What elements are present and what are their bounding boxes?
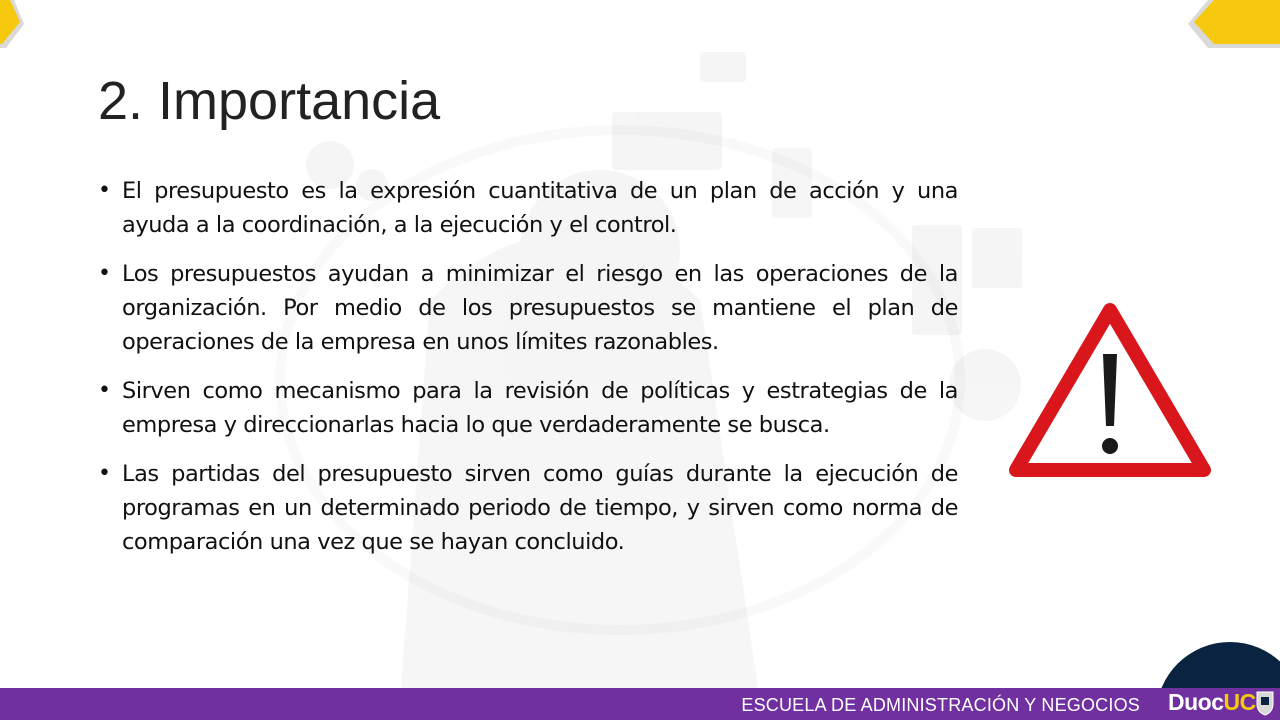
slide-title: 2. Importancia: [98, 71, 441, 131]
brand-accent: UC: [1223, 689, 1256, 715]
warning-triangle-icon: [1002, 296, 1218, 486]
bullet-item: • Las partidas del presupuesto sirven como guías durante la ejecución de programas en un determinado periodo de tiempo, y sirven como norma de comparación una vez que se hayan concluido.: [98, 457, 958, 559]
corner-chevron-right: [1186, 0, 1280, 60]
bullet-item: • Sirven como mecanismo para la revisión de políticas y estrategias de la empresa y direccionarlas hacia lo que verdaderamente se busca.: [98, 374, 958, 442]
corner-chevron-left: [0, 0, 30, 60]
school-name: ESCUELA DE ADMINISTRACIÓN Y NEGOCIOS: [741, 695, 1140, 715]
duoc-uc-logo: [1168, 689, 1256, 716]
bullet-item: • El presupuesto es la expresión cuantitativa de un plan de acción y una ayuda a la coordinación, a la ejecución y el control.: [98, 174, 958, 242]
bullet-list: [98, 174, 958, 574]
crest-icon: [1255, 690, 1275, 716]
footer-bar: [0, 688, 1280, 720]
bullet-item: • Los presupuestos ayudan a minimizar el riesgo en las operaciones de la organización. Por medio de los presupuestos se mantiene el plan de operaciones de la empresa en unos límites razonables.: [98, 257, 958, 359]
brand-main: Duoc: [1168, 689, 1224, 715]
